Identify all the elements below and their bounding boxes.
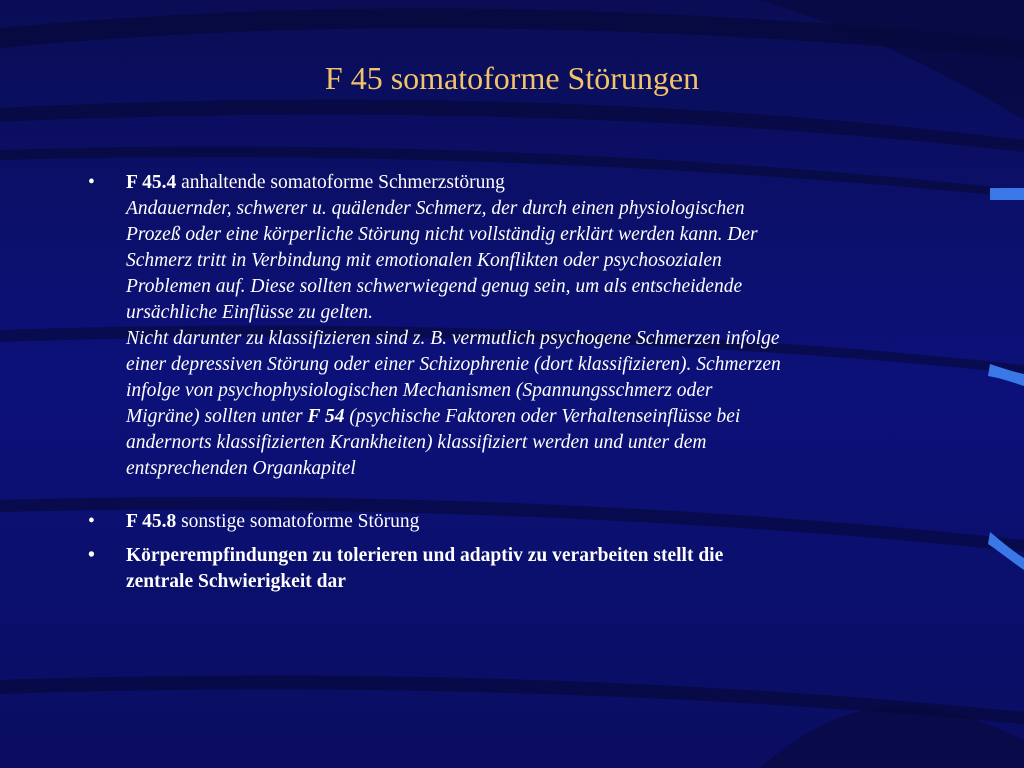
item-heading — [126, 170, 948, 196]
description-line: infolge von psychophysiologischen Mechanismen (Spannungsschmerz oder — [126, 380, 713, 401]
description-line: andernorts klassifizierten Krankheiten) klassifiziert werden und unter dem — [126, 432, 707, 453]
item-description-2 — [126, 326, 948, 482]
conclusion-line: zentrale Schwierigkeit dar — [126, 571, 346, 592]
bullet-item-f45-4 — [88, 170, 948, 482]
bullet-icon: • — [88, 172, 95, 193]
accent-shape — [984, 528, 1024, 572]
item-label: anhaltende somatoforme Schmerzstörung — [176, 172, 505, 193]
description-text: (psychische Faktoren oder Verhaltenseinflüsse bei — [344, 406, 741, 427]
description-line: einer depressiven Störung oder einer Schizophrenie (dort klassifizieren). Schmerzen — [126, 354, 781, 375]
referenced-code: F 54 — [307, 406, 345, 427]
bullet-icon: • — [88, 545, 95, 566]
bullet-icon: • — [88, 511, 95, 532]
accent-shape — [984, 360, 1024, 390]
description-line: Prozeß oder eine körperliche Störung nicht vollständig erklärt werden kann. Der — [126, 224, 758, 245]
slide-content — [88, 170, 948, 595]
description-line: Nicht darunter zu klassifizieren sind z. B. vermutlich psychogene Schmerzen infolge — [126, 328, 780, 349]
description-line: entsprechenden Organkapitel — [126, 458, 356, 479]
item-description-1 — [126, 196, 948, 326]
description-line: Problemen auf. Diese sollten schwerwiegend genug sein, um als entscheidende — [126, 276, 743, 297]
bullet-item-conclusion — [88, 543, 948, 595]
description-line: Andauernder, schwerer u. quälender Schmerz, der durch einen physiologischen — [126, 198, 745, 219]
item-label: sonstige somatoforme Störung — [176, 511, 420, 532]
spacer — [88, 482, 948, 509]
bullet-item-f45-8 — [88, 509, 948, 535]
slide-title: F 45 somatoforme Störungen — [324, 60, 700, 96]
description-line — [126, 404, 948, 430]
conclusion-line: Körperempfindungen zu tolerieren und adaptiv zu verarbeiten stellt die — [126, 545, 724, 566]
accent-shape — [986, 180, 1024, 220]
description-text: Migräne) sollten unter — [126, 406, 308, 427]
spacer — [88, 535, 948, 543]
item-code: F 45.8 — [126, 511, 177, 532]
description-line: Schmerz tritt in Verbindung mit emotionalen Konflikten oder psychosozialen — [126, 250, 722, 271]
description-line: ursächliche Einflüsse zu gelten. — [126, 302, 373, 323]
item-code: F 45.4 — [126, 172, 177, 193]
